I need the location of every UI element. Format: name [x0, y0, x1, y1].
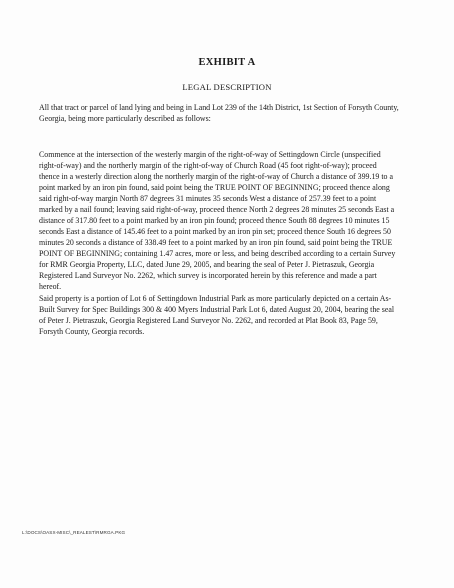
section-title: LEGAL DESCRIPTION [182, 82, 272, 92]
legal-description-paragraph: Commence at the intersection of the westerly margin of the right-of-way of Settingdown Circle (unspecified right-of-way) and the northerly margin of the right-of-way of Church Road (45 foot right-of-way); proceed thence in a westerly direction along the northerly margin of the right-of-way of Church a distance of 399.19 to a point marked by an iron pin found, said point being the TRUE POINT OF BEGINNING; proceed thence along said right-of-way margin North 87 degrees 31 minutes 35 seconds West a distance of 257.39 feet to a point marked by a nail found; leaving said right-of-way, proceed thence North 2 degrees 28 minutes 25 seconds East a distance of 317.80 feet to a point marked by an iron pin found; proceed thence South 88 degrees 10 minutes 15 seconds East a distance of 145.46 feet to a point marked by an iron pin set; proceed thence South 16 degrees 50 minutes 20 seconds a distance of 338.49 feet to a point marked by an iron pin found, said point being the TRUE POINT OF BEGINNING; containing 1.47 acres, more or less, and being described according to a certain Survey for RMR Georgia Property, LLC, dated June 29, 2005, and bearing the seal of Peter J. Pietraszuk, Georgia Registered Land Surveyor No. 2262, which survey is incorporated herein by this reference and made a part hereof. [39, 150, 396, 291]
property-reference-paragraph: Said property is a portion of Lot 6 of Settingdown Industrial Park as more particularly depicted on a certain As-Built Survey for Spec Buildings 300 & 400 Myers Industrial Park Lot 6, dated August 20, 2004, bearing the seal of Peter J. Pietraszuk, Georgia Registered Land Surveyor No. 2262, and recorded at Plat Book 83, Page 59, Forsyth County, Georgia records. [39, 294, 395, 336]
file-path-footer: L:\DOCS\OASX-MISC\_REALEST\RMRGA.PKG [22, 530, 126, 535]
intro-paragraph: All that tract or parcel of land lying and being in Land Lot 239 of the 14th District, 1st Section of Forsyth County, Georgia, being more particularly described as follows: [39, 103, 399, 123]
exhibit-title: EXHIBIT A [198, 57, 256, 68]
